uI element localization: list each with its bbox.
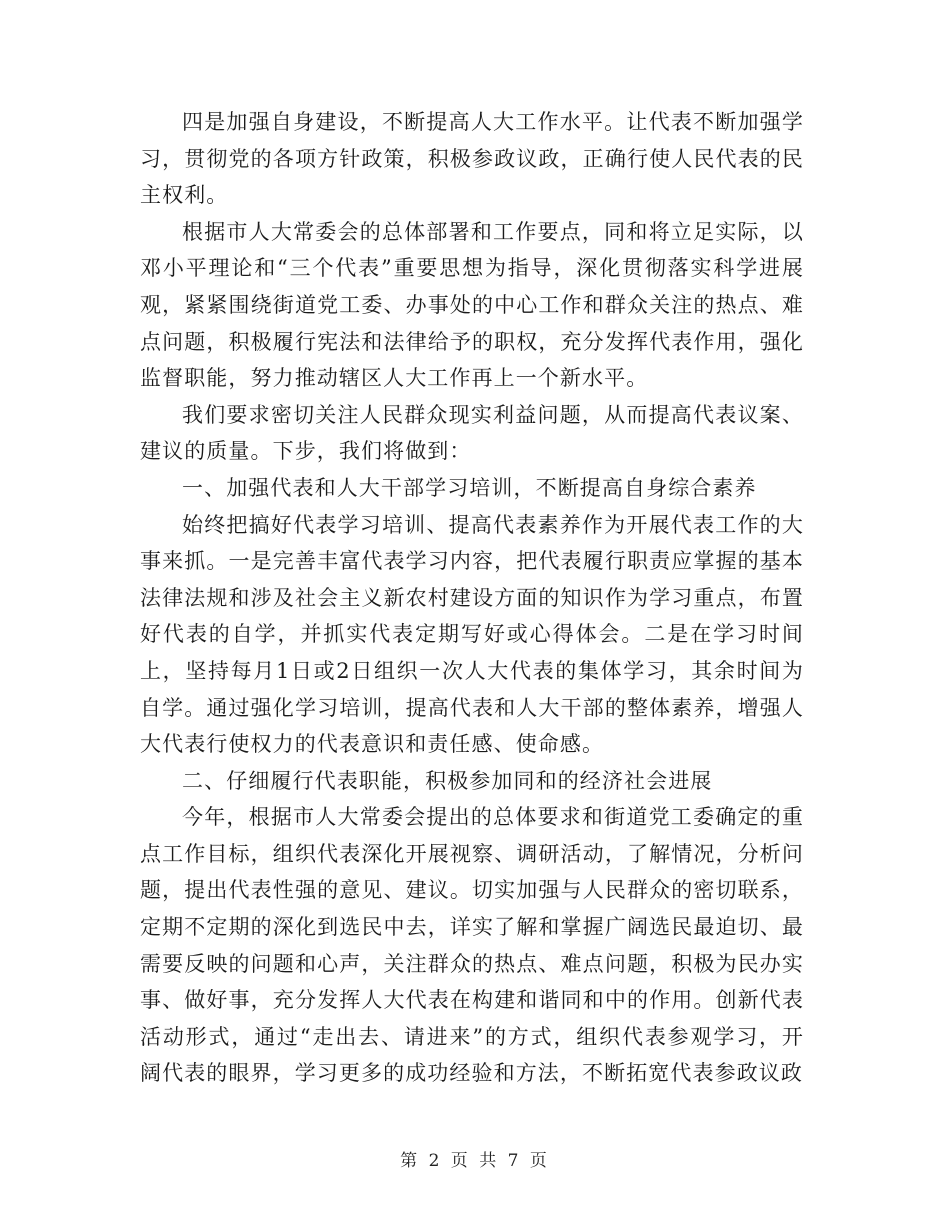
section-heading-training: 一、加强代表和人大干部学习培训，不断提高自身综合素养 (182, 475, 757, 500)
paragraph-duties: 今年，根据市人大常委会提出的总体要求和街道党工委确定的重点工作目标，组织代表深化开展视察、调研活动，了解情况，分析问题，提出代表性强的意见、建议。切实加强与人民群众的密切联系，定期不定期的深化到选民中去，详实了解和掌握广阔选民最迫切、最需要反映的问题和心声，关注群众的热点、难点问题，积极为民办实事、做好事，充分发挥人大代表在构建和谐同和中的作用。创新代表活动形式，通过“走出去、请进来”的方式，组织代表参观学习，开阔代表的眼界，学习更多的成功经验和方法，不断拓宽代表参政议政 (140, 805, 804, 1086)
paragraph-requirements: 我们要求密切关注人民群众现实利益问题，从而提高代表议案、建议的质量。下步，我们将做到： (140, 402, 804, 464)
paragraph-work-plan: 根据市人大常委会的总体部署和工作要点，同和将立足实际，以邓小平理论和“三个代表”重要思想为指导，深化贯彻落实科学进展观，紧紧围绕街道党工委、办事处的中心工作和群众关注的热点、难点问题，积极履行宪法和法律给予的职权，充分发挥代表作用，强化监督职能，努力推动辖区人大工作再上一个新水平。 (140, 219, 804, 391)
paragraph-training: 始终把搞好代表学习培训、提高代表素养作为开展代表工作的大事来抓。一是完善丰富代表学习内容，把代表履行职责应掌握的基本法律法规和涉及社会主义新农村建设方面的知识作为学习重点，布置好代表的自学，并抓实代表定期写好或心得体会。二是在学习时间上，坚持每月1日或2日组织一次人大代表的集体学习，其余时间为自学。通过强化学习培训，提高代表和人大干部的整体素养，增强人大代表行使权力的代表意识和责任感、使命感。 (140, 512, 804, 757)
document-body (140, 104, 804, 1092)
section-heading-duties: 二、仔细履行代表职能，积极参加同和的经济社会进展 (182, 768, 713, 793)
page-number-footer: 第 2 页 共 7 页 (400, 1151, 550, 1171)
paragraph-self-building: 四是加强自身建设，不断提高人大工作水平。让代表不断加强学习，贯彻党的各项方针政策，积极参政议政，正确行使人民代表的民主权利。 (140, 110, 804, 208)
